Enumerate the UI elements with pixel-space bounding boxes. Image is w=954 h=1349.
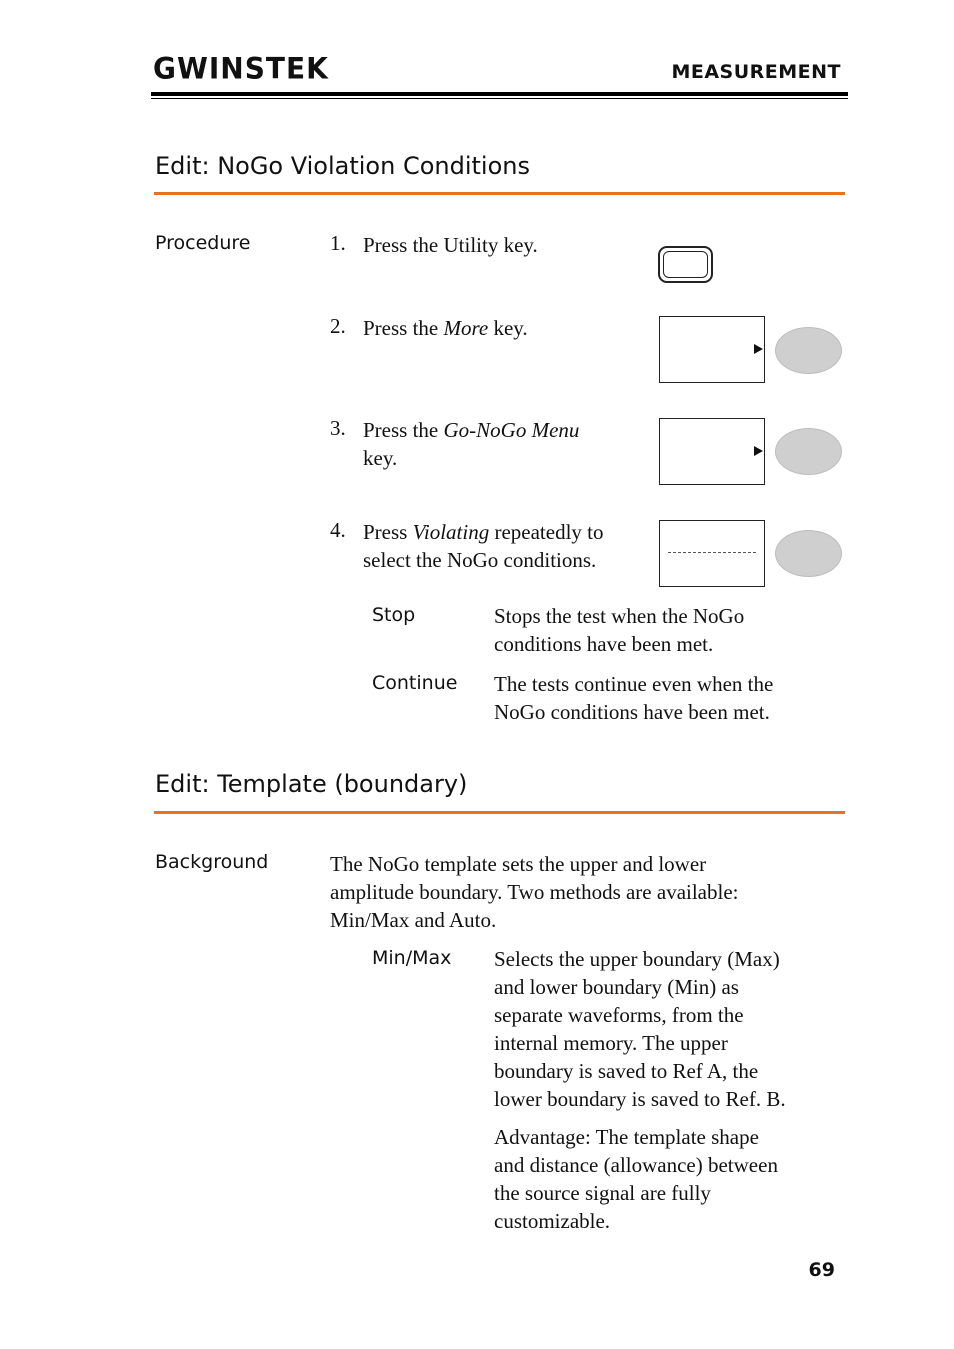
gonogo-menu-key-icon <box>659 418 765 485</box>
step-4-italic: Violating <box>412 520 490 544</box>
step-2-text <box>363 314 528 342</box>
step-3-number: 3. <box>330 416 346 440</box>
advantage-line: customizable. <box>494 1209 611 1233</box>
option-continue-desc-line1: The tests continue even when the <box>494 672 774 696</box>
minmax-line: separate waveforms, from the <box>494 1003 744 1027</box>
minmax-desc <box>494 945 844 1113</box>
advantage-line: and distance (allowance) between <box>494 1153 778 1177</box>
header-rule-thin <box>151 98 848 99</box>
option-stop-desc <box>494 602 844 658</box>
background-paragraph <box>330 850 840 934</box>
option-stop-desc-line1: Stops the test when the NoGo <box>494 604 745 628</box>
violating-softkey-button-icon <box>775 530 842 577</box>
step-2-italic: More <box>443 316 489 340</box>
step-2-post: key. <box>488 316 528 340</box>
background-line: Min/Max and Auto. <box>330 908 497 932</box>
option-stop-desc-line2: conditions have been met. <box>494 632 714 656</box>
option-continue-label: Continue <box>372 672 458 694</box>
minmax-line: and lower boundary (Min) as <box>494 975 739 999</box>
step-4-pre: Press <box>363 520 413 544</box>
dashed-line-icon <box>668 552 756 553</box>
option-continue-desc-line2: NoGo conditions have been met. <box>494 700 770 724</box>
menu-arrow-icon <box>754 446 763 456</box>
header-rule <box>151 92 848 96</box>
procedure-label: Procedure <box>155 232 251 254</box>
violating-menu-key-icon <box>659 520 765 587</box>
advantage-line: Advantage: The template shape <box>494 1125 759 1149</box>
step-2-pre: Press the <box>363 316 444 340</box>
background-line: The NoGo template sets the upper and lower <box>330 852 707 876</box>
step-4-post: repeatedly to <box>489 520 604 544</box>
advantage-desc <box>494 1123 844 1235</box>
background-line: amplitude boundary. Two methods are available: <box>330 880 739 904</box>
minmax-line: lower boundary is saved to Ref. B. <box>494 1087 786 1111</box>
step-3-text <box>363 416 633 472</box>
menu-arrow-icon <box>754 344 763 354</box>
section2-rule <box>154 811 845 814</box>
advantage-line: the source signal are fully <box>494 1181 711 1205</box>
step-3-italic: Go-NoGo Menu <box>443 418 580 442</box>
section2-title: Edit: Template (boundary) <box>155 770 468 798</box>
header-section-title: MEASUREMENT <box>671 61 841 83</box>
step-3-post: key. <box>363 446 398 470</box>
step-1-number: 1. <box>330 231 346 255</box>
more-softkey-button-icon <box>775 327 842 374</box>
minmax-line: Selects the upper boundary (Max) <box>494 947 780 971</box>
minmax-label: Min/Max <box>372 947 452 969</box>
gonogo-softkey-button-icon <box>775 428 842 475</box>
step-4-text <box>363 518 653 574</box>
section1-rule <box>154 192 845 195</box>
minmax-line: boundary is saved to Ref A, the <box>494 1059 759 1083</box>
background-label: Background <box>155 851 269 873</box>
option-stop-label: Stop <box>372 604 416 626</box>
step-1-pre: Press the Utility key. <box>363 233 538 257</box>
utility-key-icon <box>658 246 713 283</box>
option-continue-desc <box>494 670 844 726</box>
step-2-number: 2. <box>330 314 346 338</box>
more-menu-key-icon <box>659 316 765 383</box>
minmax-line: internal memory. The upper <box>494 1031 728 1055</box>
step-4-line2: select the NoGo conditions. <box>363 548 597 572</box>
page-number: 69 <box>808 1259 835 1281</box>
step-4-number: 4. <box>330 518 346 542</box>
step-3-pre: Press the <box>363 418 444 442</box>
brand-logo: GWINSTEK <box>153 51 329 86</box>
section1-title: Edit: NoGo Violation Conditions <box>155 152 530 180</box>
step-1-text <box>363 231 538 259</box>
